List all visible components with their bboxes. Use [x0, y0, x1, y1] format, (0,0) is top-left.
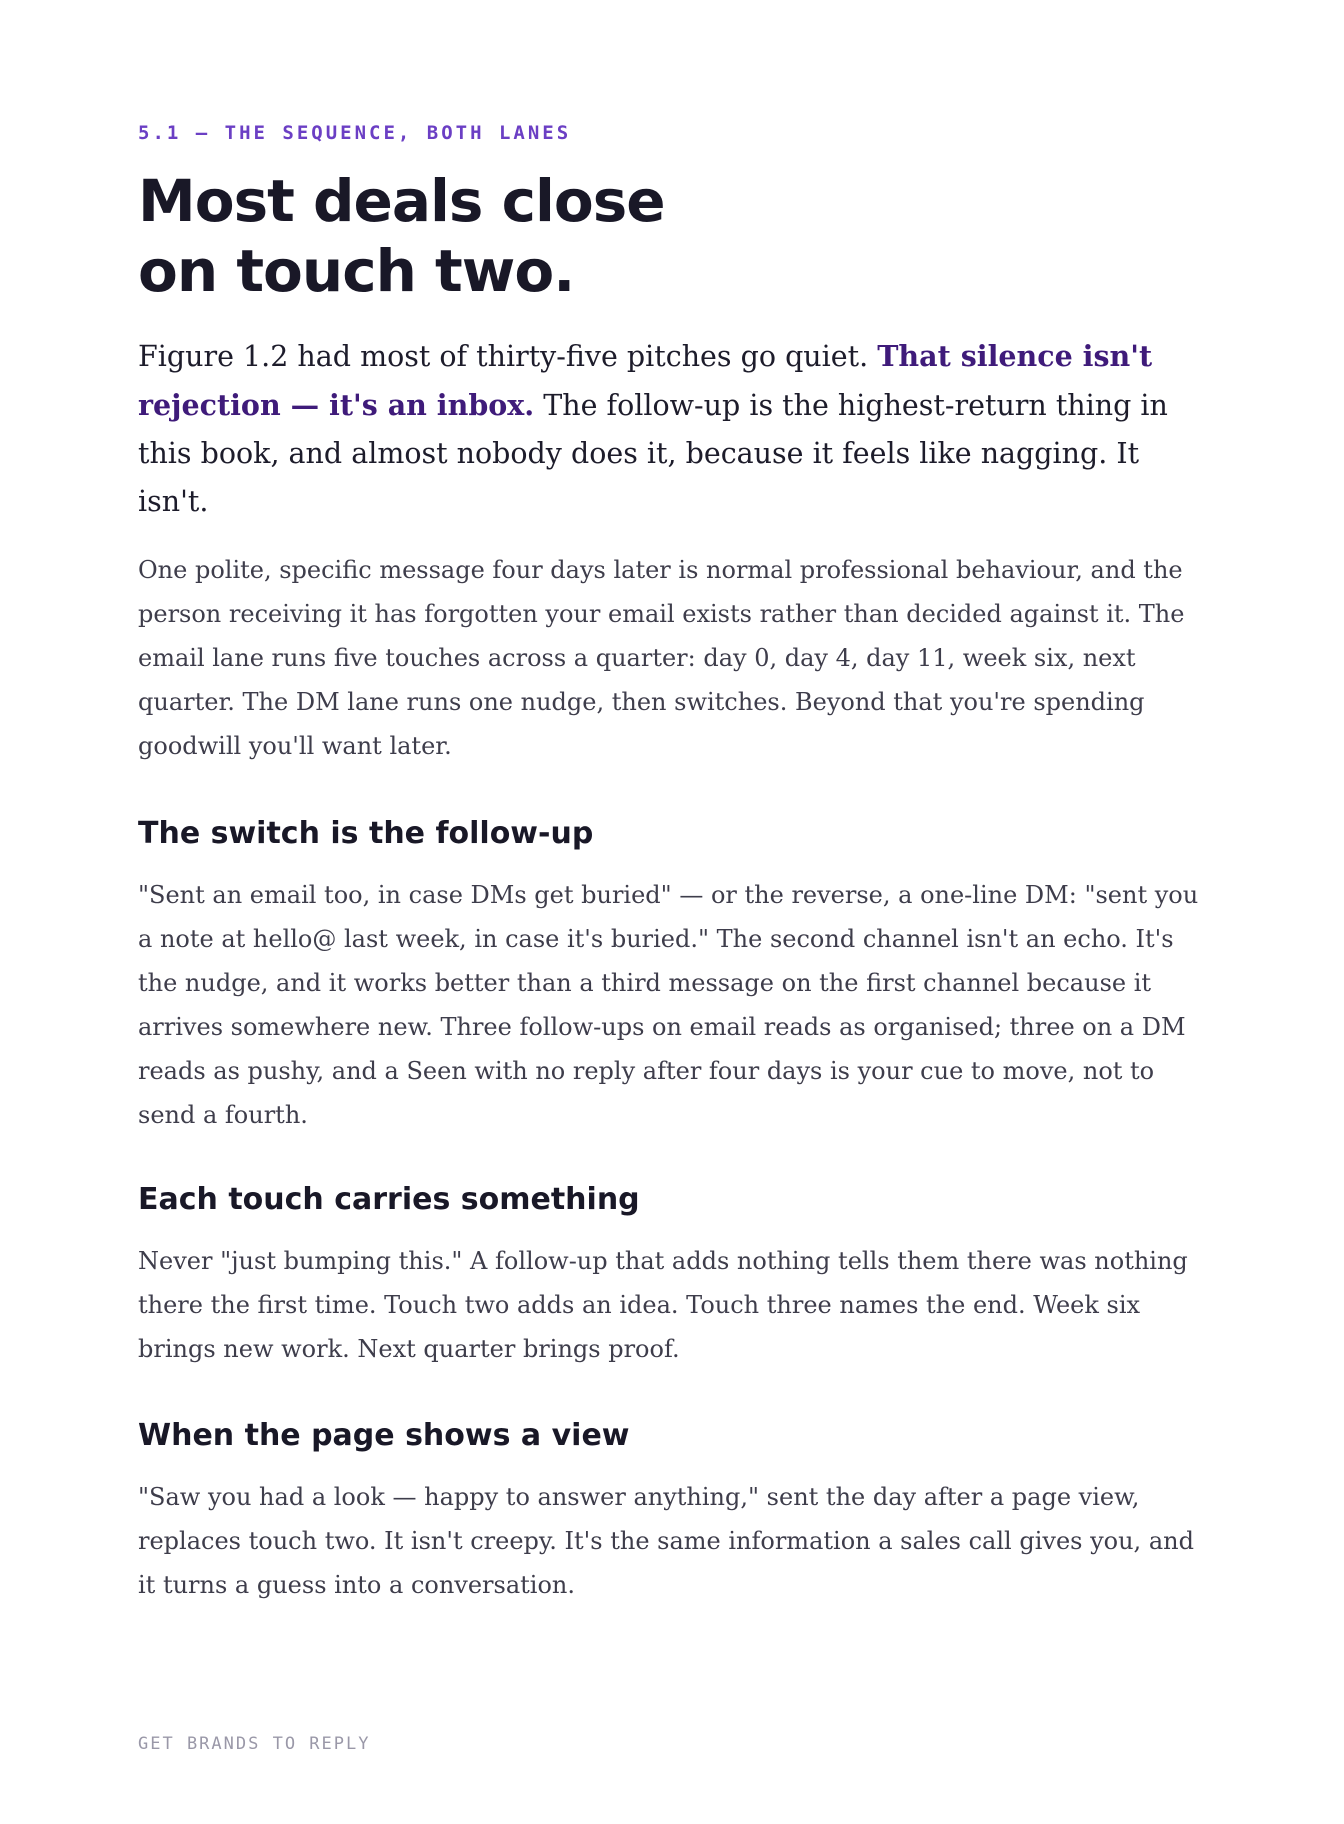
page-title-line-2: on touch two.: [138, 237, 575, 305]
lede-text-continued: The follow-up is the highest-return thing in this book, and almost nobody does it, because it feels like nagging. It isn't.: [138, 389, 1168, 518]
lede-highlight: That silence isn't rejection — it's an inbox.: [138, 339, 1153, 422]
section-heading-switch: The switch is the follow-up: [138, 816, 594, 851]
section-body-each-touch: Never "just bumping this." A follow-up that adds nothing tells them there was nothing there the first time. Touch two adds an idea. Touch three names the end. Week six brings new work. Next quarter brings proof.: [138, 1247, 1188, 1363]
page-title-line-1: Most deals close: [138, 167, 665, 235]
section-heading-page-view: When the page shows a view: [138, 1418, 630, 1453]
running-footer: GET BRANDS TO REPLY: [138, 1734, 371, 1754]
section-heading-each-touch: Each touch carries something: [138, 1182, 640, 1217]
intro-paragraph: One polite, specific message four days later is normal professional behaviour, and the person receiving it has forgotten your email exists rather than decided against it. The email lane runs five touches across a quarter: day 0, day 4, day 11, week six, next quarter. The DM lane runs one nudge, then switches. Beyond that you're spending goodwill you'll want later.: [138, 556, 1185, 760]
page-title: [138, 166, 665, 306]
section-body-switch: "Sent an email too, in case DMs get buried" — or the reverse, a one-line DM: "sent you a note at hello@ last week, in case it's buried." The second channel isn't an echo. It's the nudge, and it works better than a third message on the first channel because it arrives somewhere new. Three follow-ups on email reads as organised; three on a DM reads as pushy, and a Seen with no reply after four days is your cue to move, not to send a fourth.: [138, 881, 1199, 1129]
lede-paragraph: [138, 332, 1206, 526]
page: [138, 0, 1206, 1824]
section-body-page-view: "Saw you had a look — happy to answer anything," sent the day after a page view, replaces touch two. It isn't creepy. It's the same information a sales call gives you, and it turns a guess into a conversation.: [138, 1483, 1194, 1599]
section-label: 5.1 — THE SEQUENCE, BOTH LANES: [138, 122, 572, 144]
lede-text: Figure 1.2 had most of thirty-five pitches go quiet.: [138, 340, 878, 373]
